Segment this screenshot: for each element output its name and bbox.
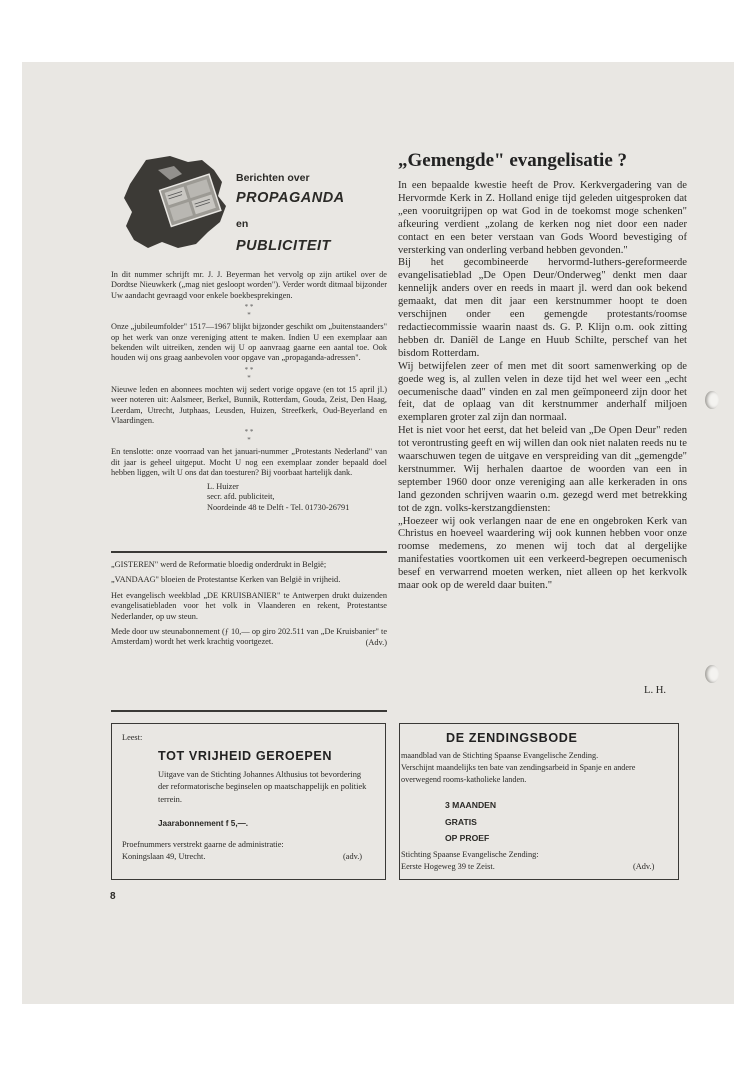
box-footer-2: Eerste Hogeweg 39 te Zeist.: [401, 862, 495, 871]
banner-line4: PUBLICITEIT: [236, 238, 331, 254]
ad-para-4: Mede door uw steunabonnement (ƒ 10,— op giro 202.511 van „De Kruisbanier" te Amsterdam) wordt het werk krachtig voortgezet.: [111, 627, 387, 647]
divider: [111, 710, 387, 712]
box-tag: (adv.): [343, 852, 363, 861]
box-footer-1: Stichting Spaanse Evangelische Zending:: [401, 850, 539, 859]
box-title: TOT VRIJHEID GEROEPEN: [158, 749, 333, 763]
left-column: [111, 270, 387, 513]
banner-line3: en: [236, 218, 249, 230]
netherlands-map-icon: [118, 152, 236, 256]
note-3: Nieuwe leden en abonnees mochten wij sedert vorige opgave (en tot 15 april jl.) weer noteren uit: Aalsmeer, Berkel, Bunnik, Rotterdam, Gouda, Zeist, Den Haag, Leerdam, Utrecht, Jutphaas, Leusden, Huizen, Streefkerk, Oud-Beyerland en Vlaardingen.: [111, 384, 387, 426]
signature-address: Noordeinde 48 te Delft - Tel. 01730-26791: [207, 502, 350, 512]
punch-hole: [705, 665, 719, 683]
box-footer-2: Koningslaan 49, Utrecht.: [122, 852, 206, 861]
article-signature: L. H.: [644, 685, 667, 696]
ad-para-1: „GISTEREN" werd de Reformatie bloedig onderdrukt in België;: [111, 560, 327, 569]
separator-stars: * * *: [244, 303, 254, 320]
box-title: DE ZENDINGSBODE: [446, 731, 578, 745]
article-body: In een bepaalde kwestie heeft de Prov. Kerkvergadering van de Hervormde Kerk in Z. Holland enige tijd geleden uitgesproken dat „een vooruitgrijpen op wat God in de toekomst moge schenken" afkeuring verdient „zolang de kerken nog niet door een nader contact en een beter verstaan van Gods Woord bevestiging of versterking van onderling verband hebben gevonden." Bij het gecombineerde hervormd-luthers-gereformeerde evangelisatieblad „De Open Deur/Onderweg" denkt men daar kennelijk anders over en reeds in maart jl. werd dan ook bekend gemaakt, dat men dit jaar een kerstnummer hoopt te doen verschijnen onder een gemengde protestants/roomse redactiecommissie waarin naast ds. G. P. Klijn o.m. ook zitting hebben dr. Daniël de Lange en Huub Schilte, perschef van het bisdom Rotterdam. Wij betwijfelen zeer of men met dit soort samenwerking op de goede weg is, al zullen velen in deze tijd het wel weer een „echt oecumenische daad" vinden en zal men geïmponeerd zijn door het feit, dat de oplaag van dit kerstnummer anderhalf miljoen exemplaren groter zal zijn dan normaal. Het is niet voor het eerst, dat het beleid van „De Open Deur" reden tot verontrusting geeft en wij willen dan ook niet nalaten reeds nu te waarschuwen tegen de uitgave en verspreiding van dit „gemengde" kerstnummer. Wij herhalen daartoe de woorden van een in september 1960 door onze vereniging aan alle kerkeraden in ons land gezonden schrijven waarin o.m. gezegd werd met betrekking tot de zgn. volks-kerstzangdiensten: „Hoezeer wij ook verlangen naar de ene en ongebroken Kerk van Christus en hoeveel waardering wij ook kunnen hebben voor onze roomse medemens, zo menen wij toch dat al dergelijke manifestaties voortkomen uit een verkeerd-begrepen oecumenisch besef en verwarrend moeten werken, niet alleen op het kerkvolk maar ook op de wereld daar buiten.": [398, 180, 687, 592]
banner-line1: Berichten over: [236, 172, 310, 184]
box-description-1: maandblad van de Stichting Spaanse Evangelische Zending.: [401, 751, 599, 760]
box-description-2: Verschijnt maandelijks ten bate van zendingsarbeid in Spanje en andere overwegend rooms-katholieke landen.: [401, 763, 636, 784]
box-price: Jaarabonnement f 5,—.: [158, 819, 249, 828]
signature-name: L. Huizer: [207, 481, 239, 491]
box-description: Uitgave van de Stichting Johannes Althusius tot bevordering der reformatorische beginselen op maatschappelijk en politiek terrein.: [158, 770, 367, 804]
tot-vrijheid-box: [111, 723, 386, 880]
note-4: En tenslotte: onze voorraad van het januari-nummer „Protestants Nederland" van dit jaar is geheel uitgeput. Mocht U nog een exemplaar zonder bepaald doel hebben liggen, wilt U ons dat dan toesturen? Bij voorbaat hartelijk dank.: [111, 447, 387, 478]
kruisbanier-ad: [111, 560, 387, 648]
separator-stars: * * *: [244, 428, 254, 445]
signature-block: [207, 482, 387, 513]
ad-tag: (Adv.): [365, 637, 387, 647]
box-lead: Leest:: [122, 733, 143, 742]
separator-stars: * * *: [244, 365, 254, 382]
offer-line-1: 3 MAANDEN: [445, 800, 497, 810]
ad-para-3: Het evangelisch weekblad „DE KRUISBANIER" te Antwerpen drukt duizenden evangelisatiebladen voor het volk in Vlaanderen en rekent, Protestantse Nederlander, op uw steun.: [111, 590, 387, 621]
offer-line-3: OP PROEF: [445, 833, 490, 843]
note-2: Onze „jubileumfolder" 1517—1967 blijkt bijzonder geschikt om „buitenstaanders" op het werk van onze vereniging attent te maken. Indien U een exemplaar aan bekenden wilt uitreiken, zenden wij U op aanvraag gaarne een aantal toe. Ook houden wij ons graag aanbevolen voor opgave van „propaganda-adressen".: [111, 322, 387, 363]
punch-hole: [705, 391, 719, 409]
ad-para-2: „VANDAAG" bloeien de Protestantse Kerken van België in vrijheid.: [111, 575, 341, 585]
note-1: In dit nummer schrijft mr. J. J. Beyerman het vervolg op zijn artikel over de Dordtse Nieuwkerk („mag niet gesloopt worden"). Verder wordt ditmaal bijzonder Uw aandacht gevraagd voor enkele boekbesprekingen.: [111, 270, 387, 300]
box-footer-1: Proefnummers verstrekt gaarne de administratie:: [122, 840, 284, 849]
offer-line-2: GRATIS: [445, 817, 477, 827]
banner-line2: PROPAGANDA: [236, 190, 345, 206]
divider: [111, 551, 387, 553]
page-number: 8: [110, 891, 116, 902]
box-tag: (Adv.): [633, 862, 655, 871]
zendingsbode-box: [399, 723, 679, 880]
article-title: „Gemengde" evangelisatie ?: [398, 150, 628, 171]
signature-role: secr. afd. publiciteit,: [207, 492, 275, 502]
